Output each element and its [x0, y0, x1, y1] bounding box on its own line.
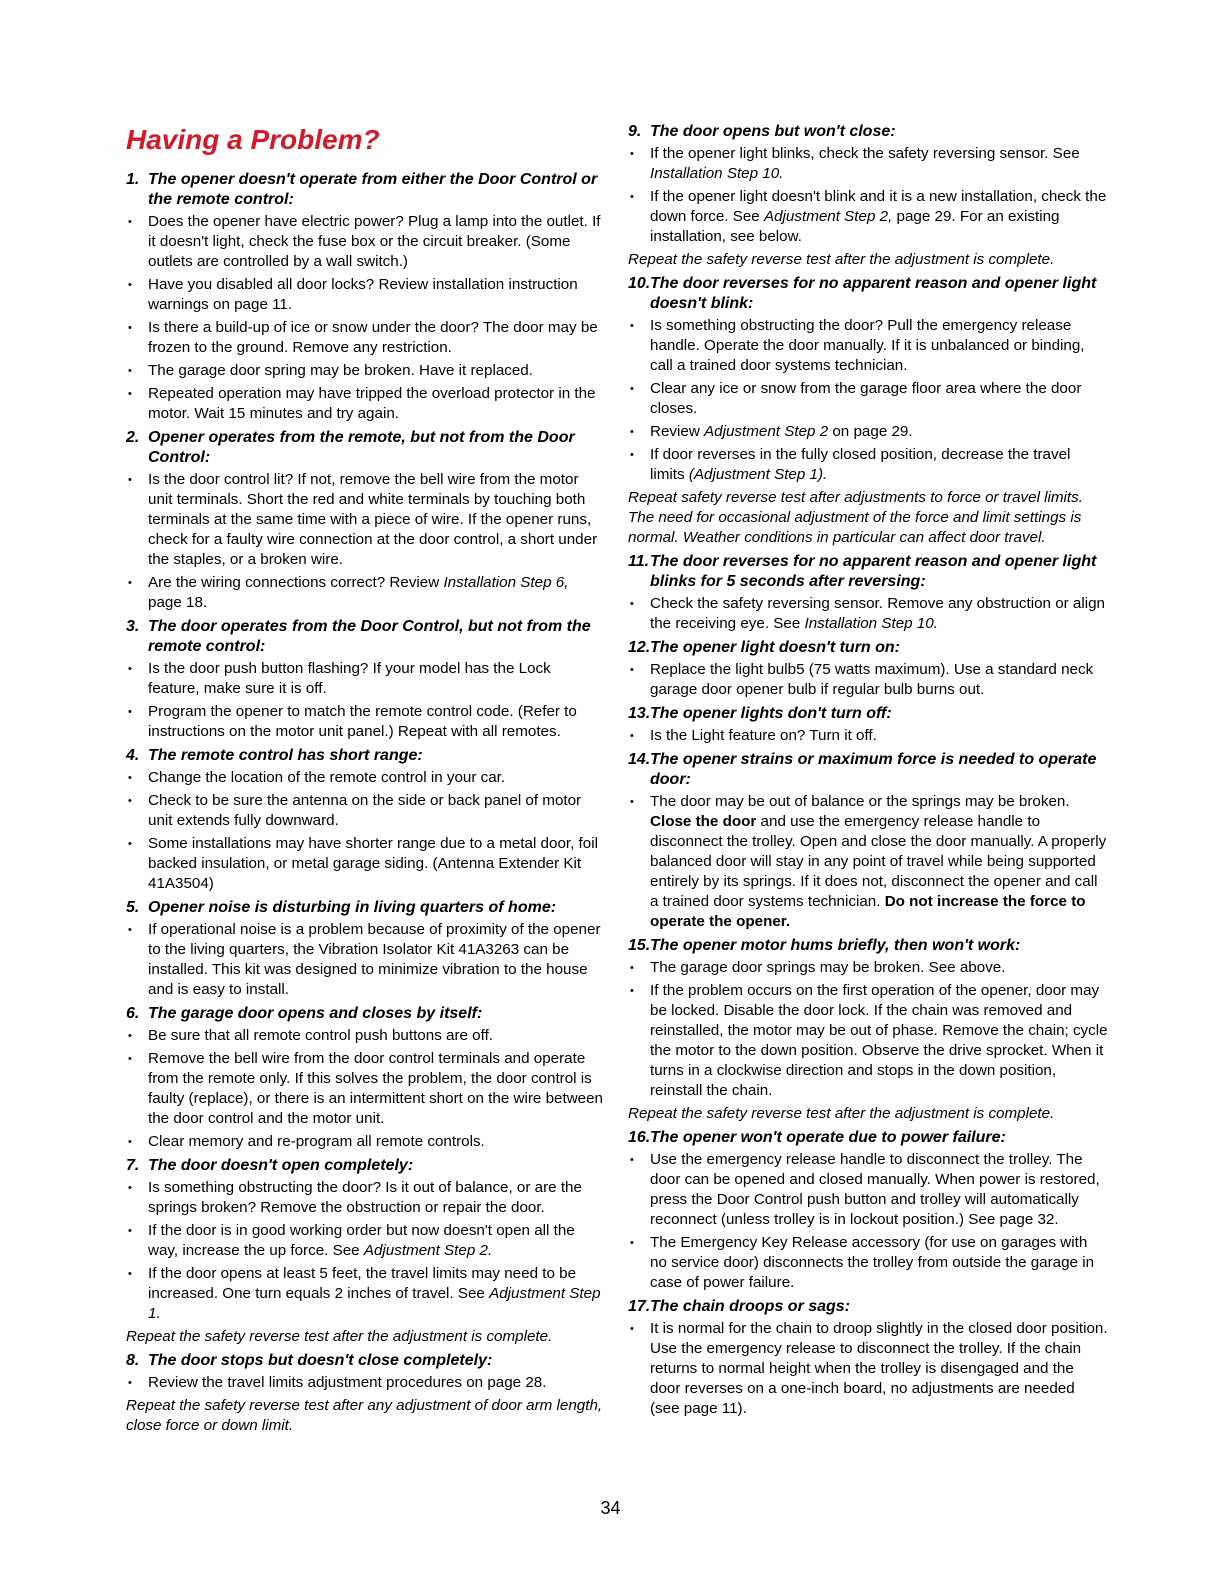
list-item: • Repeated operation may have tripped the overload protector in the motor. Wait 15 minutes and try again. — [126, 384, 606, 424]
list-item: • Check to be sure the antenna on the side or back panel of motor unit extends fully downward. — [126, 791, 606, 831]
problem-10-list — [628, 316, 1108, 485]
cross-reference: Adjustment Step 2 — [704, 423, 829, 440]
problem-8-title: 8. The door stops but doesn't close completely: — [126, 1352, 493, 1369]
problem-15-list — [628, 958, 1108, 1101]
problem-8 — [126, 1351, 606, 1436]
problem-7 — [126, 1156, 606, 1347]
problem-11-list — [628, 594, 1108, 634]
list-item: • Remove the bell wire from the door control terminals and operate from the remote only. If this solves the problem, the door control is faulty (replace), or there is an intermittent short on the wire between the door control and the motor unit. — [126, 1049, 606, 1129]
list-item: • Is the door control lit? If not, remove the bell wire from the motor unit terminals. Short the red and white terminals by touching both terminals at the same time with a piece of wire. If the opener runs, check for a faulty wire connection at the door control, a short under the staples, or a broken wire. — [126, 470, 606, 570]
problem-16 — [628, 1128, 1108, 1293]
problem-8-list — [126, 1373, 606, 1393]
problem-9-list — [628, 144, 1108, 247]
list-item: • If the opener light blinks, check the safety reversing sensor. See Installation Step 10. — [628, 144, 1108, 184]
problem-13-list — [628, 726, 1108, 746]
problem-5-list — [126, 920, 606, 1000]
list-item: • Are the wiring connections correct? Review Installation Step 6, page 18. — [126, 573, 606, 613]
problem-17-list — [628, 1319, 1108, 1419]
problem-5 — [126, 898, 606, 1000]
emphasis-text: Close the door — [650, 813, 757, 830]
list-item: • Does the opener have electric power? Plug a lamp into the outlet. If it doesn't light, check the fuse box or the circuit breaker. (Some outlets are controlled by a wall switch.) — [126, 212, 606, 272]
list-item: • Have you disabled all door locks? Review installation instruction warnings on page 11. — [126, 275, 606, 315]
safety-note: Repeat the safety reverse test after the adjustment is complete. — [126, 1328, 553, 1345]
problem-13 — [628, 704, 1108, 746]
warning-text: Do not increase the force to operate the opener. — [650, 893, 1086, 930]
problem-3-title: 3. The door operates from the Door Control, but not from the remote control: — [126, 618, 591, 655]
list-item: • Check the safety reversing sensor. Remove any obstruction or align the receiving eye. See Installation Step 10. — [628, 594, 1108, 634]
list-item: • Is the Light feature on? Turn it off. — [628, 726, 1108, 746]
list-item: • If door reverses in the fully closed position, decrease the travel limits (Adjustment Step 1). — [628, 445, 1108, 485]
list-item: • Use the emergency release handle to disconnect the trolley. The door can be opened and closed manually. When power is restored, press the Door Control push button and trolley will automatically reconnect (unless trolley is in lockout position.) See page 32. — [628, 1150, 1108, 1230]
problem-6-list — [126, 1026, 606, 1152]
problem-1-list — [126, 212, 606, 424]
cross-reference: Adjustment Step 2. — [363, 1242, 493, 1259]
list-item: • Is something obstructing the door? Is it out of balance, or are the springs broken? Remove the obstruction or repair the door. — [126, 1178, 606, 1218]
problem-5-title: 5. Opener noise is disturbing in living quarters of home: — [126, 899, 557, 916]
list-item: • Is there a build-up of ice or snow under the door? The door may be frozen to the ground. Remove any restriction. — [126, 318, 606, 358]
right-column — [628, 122, 1108, 1423]
list-item: • Program the opener to match the remote control code. (Refer to instructions on the motor unit panel.) Repeat with all remotes. — [126, 702, 606, 742]
problem-17-title: 17.The chain droops or sags: — [628, 1298, 851, 1315]
problem-15 — [628, 936, 1108, 1124]
list-item: • Review Adjustment Step 2 on page 29. — [628, 422, 1108, 442]
problem-7-title: 7. The door doesn't open completely: — [126, 1157, 414, 1174]
list-item: • The door may be out of balance or the springs may be broken. Close the door and use the emergency release handle to disconnect the trolley. Open and close the door manually. A properly balanced door will stay in any point of travel while being supported entirely by its springs. If it does not, disconnect the opener and call a trained door systems technician. Do not increase the force to operate the opener. — [628, 792, 1108, 932]
problem-3 — [126, 617, 606, 742]
problem-16-title: 16.The opener won't operate due to power failure: — [628, 1129, 1006, 1146]
problem-4-title: 4. The remote control has short range: — [126, 747, 423, 764]
cross-reference: Installation Step 10. — [650, 165, 784, 182]
list-item: • Review the travel limits adjustment procedures on page 28. — [126, 1373, 606, 1393]
list-item: • Clear memory and re-program all remote controls. — [126, 1132, 606, 1152]
list-item: • Some installations may have shorter range due to a metal door, foil backed insulation, or metal garage siding. (Antenna Extender Kit 41A3504) — [126, 834, 606, 894]
safety-note: Repeat the safety reverse test after any adjustment of door arm length, close force or down limit. — [126, 1397, 603, 1434]
cross-reference: (Adjustment Step 1). — [688, 466, 828, 483]
problem-13-title: 13.The opener lights don't turn off: — [628, 705, 892, 722]
list-item: • Be sure that all remote control push buttons are off. — [126, 1026, 606, 1046]
problem-9 — [628, 122, 1108, 270]
problem-7-list — [126, 1178, 606, 1324]
page-number: 34 — [600, 1498, 621, 1518]
cross-reference: Adjustment Step 1. — [148, 1285, 601, 1322]
list-item: • The garage door springs may be broken. See above. — [628, 958, 1108, 978]
list-item: • Change the location of the remote control in your car. — [126, 768, 606, 788]
problem-9-title: 9. The door opens but won't close: — [628, 123, 896, 140]
safety-note: Repeat the safety reverse test after the adjustment is complete. — [628, 251, 1055, 268]
list-item: • The garage door spring may be broken. Have it replaced. — [126, 361, 606, 381]
problem-6 — [126, 1004, 606, 1152]
problem-14 — [628, 750, 1108, 932]
problem-16-list — [628, 1150, 1108, 1293]
list-item: • Is something obstructing the door? Pull the emergency release handle. Operate the door manually. If it is unbalanced or binding, call a trained door systems technician. — [628, 316, 1108, 376]
problem-1 — [126, 170, 606, 424]
page-title: Having a Problem? — [126, 124, 380, 155]
list-item: • If the opener light doesn't blink and it is a new installation, check the down force. See Adjustment Step 2, page 29. For an existing installation, see below. — [628, 187, 1108, 247]
problem-2 — [126, 428, 606, 613]
list-item: • It is normal for the chain to droop slightly in the closed door position. Use the emergency release to disconnect the trolley. If the chain returns to normal height when the trolley is disengaged and the door reverses on a one-inch board, no adjustments are needed (see page 11). — [628, 1319, 1108, 1419]
problem-14-title: 14.The opener strains or maximum force is needed to operate door: — [628, 751, 1097, 788]
problem-11-title: 11.The door reverses for no apparent reason and opener light blinks for 5 seconds after reversing: — [628, 553, 1097, 590]
problem-12-title: 12.The opener light doesn't turn on: — [628, 639, 901, 656]
list-item: • The Emergency Key Release accessory (for use on garages with no service door) disconnects the trolley from outside the garage in case of power failure. — [628, 1233, 1108, 1293]
problem-10 — [628, 274, 1108, 548]
problem-3-list — [126, 659, 606, 742]
cross-reference: Installation Step 10. — [804, 615, 938, 632]
list-item: • Clear any ice or snow from the garage floor area where the door closes. — [628, 379, 1108, 419]
cross-reference: Installation Step 6, — [443, 574, 569, 591]
problem-4 — [126, 746, 606, 894]
safety-note: Repeat safety reverse test after adjustments to force or travel limits. The need for occasional adjustment of the force and limit settings is normal. Weather conditions in particular can affect door travel. — [628, 489, 1083, 546]
problem-11 — [628, 552, 1108, 634]
problem-4-list — [126, 768, 606, 894]
cross-reference: Adjustment Step 2, — [763, 208, 893, 225]
problem-14-list — [628, 792, 1108, 932]
list-item: • If the door opens at least 5 feet, the travel limits may need to be increased. One turn equals 2 inches of travel. See Adjustment Step 1. — [126, 1264, 606, 1324]
problem-17 — [628, 1297, 1108, 1419]
problem-6-title: 6. The garage door opens and closes by itself: — [126, 1005, 483, 1022]
problem-12-list — [628, 660, 1108, 700]
problem-12 — [628, 638, 1108, 700]
list-item: • If operational noise is a problem because of proximity of the opener to the living quarters, the Vibration Isolator Kit 41A3263 can be installed. This kit was designed to minimize vibration to the house and is easy to install. — [126, 920, 606, 1000]
problem-2-list — [126, 470, 606, 613]
list-item: • If the problem occurs on the first operation of the opener, door may be locked. Disable the door lock. If the chain was removed and reinstalled, the motor may be out of phase. Remove the chain; cycle the motor to the down position. Observe the drive sprocket. When it turns in a clockwise direction and stops in the down position, reinstall the chain. — [628, 981, 1108, 1101]
list-item: • Is the door push button flashing? If your model has the Lock feature, make sure it is off. — [126, 659, 606, 699]
list-item: • Replace the light bulb5 (75 watts maximum). Use a standard neck garage door opener bulb if regular bulb burns out. — [628, 660, 1108, 700]
left-column — [126, 170, 606, 1440]
problem-1-title: 1. The opener doesn't operate from either the Door Control or the remote control: — [126, 171, 598, 208]
problem-2-title: 2. Opener operates from the remote, but not from the Door Control: — [126, 429, 575, 466]
safety-note: Repeat the safety reverse test after the adjustment is complete. — [628, 1105, 1055, 1122]
problem-15-title: 15.The opener motor hums briefly, then won't work: — [628, 937, 1021, 954]
list-item: • If the door is in good working order but now doesn't open all the way, increase the up force. See Adjustment Step 2. — [126, 1221, 606, 1261]
problem-10-title: 10.The door reverses for no apparent reason and opener light doesn't blink: — [628, 275, 1097, 312]
